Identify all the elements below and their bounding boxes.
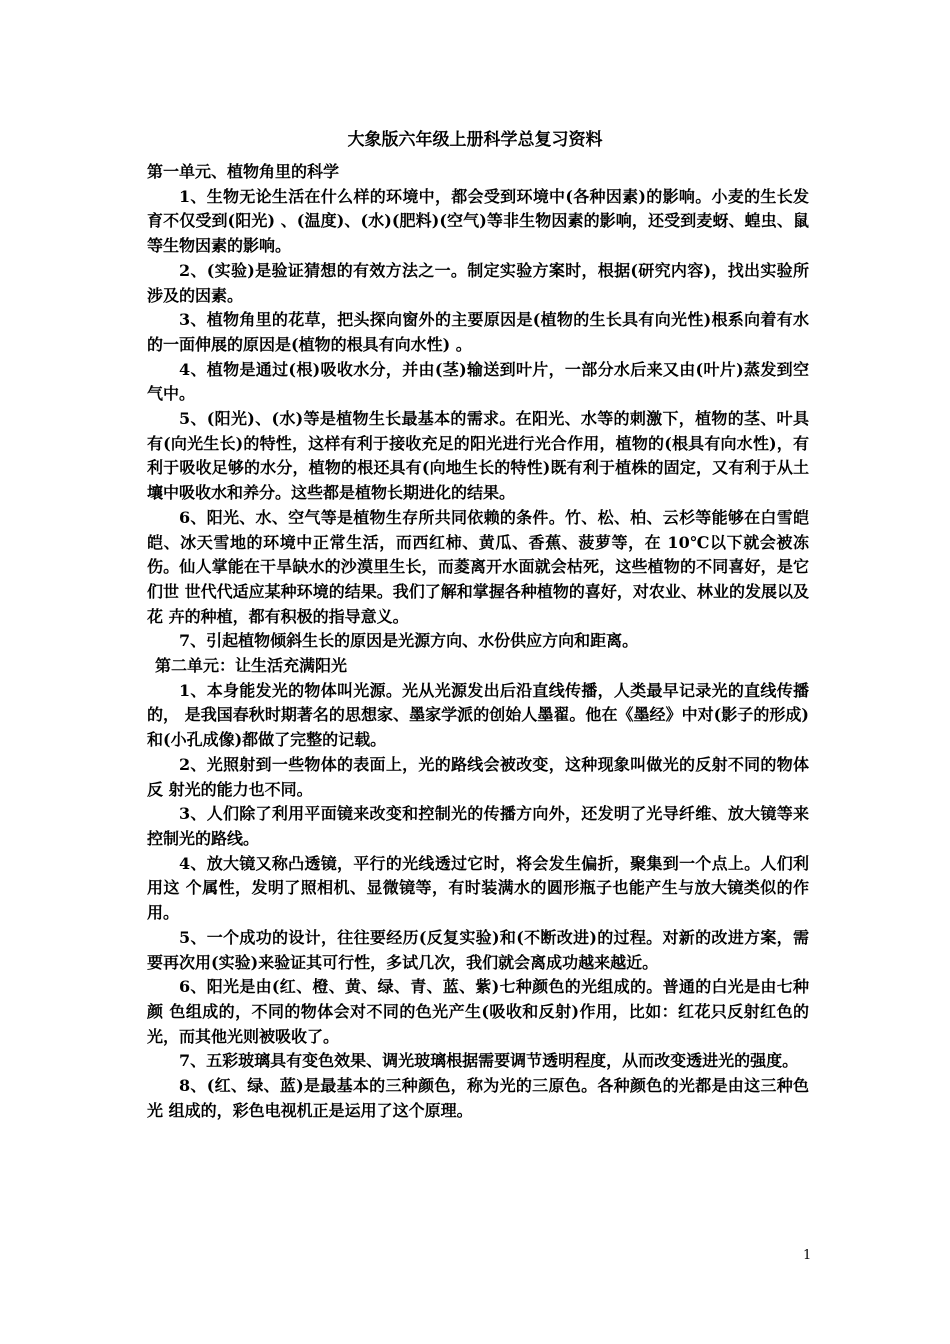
- unit2-paragraph-4: 4、放大镜又称凸透镜，平行的光线透过它时，将会发生偏折，聚集到一个点上。人们利用这 个属性，发明了照相机、显微镜等，有时装满水的圆形瓶子也能产生与放大镜类似的作用。: [147, 853, 809, 923]
- unit2-paragraph-2: 2、光照射到一些物体的表面上，光的路线会被改变，这种现象叫做光的反射不同的物体反 射光的能力也不同。: [147, 754, 809, 799]
- unit1-paragraph-5: 5、(阳光)、(水)等是植物生长最基本的需求。在阳光、水等的刺激下，植物的茎、叶具有(向光生长)的特性，这样有利于接收充足的阳光进行光合作用，植物的(根具有向水性)，有利于吸收足够的水分，植物的根还具有(向地生长的特性)既有利于植株的固定，又有利于从土壤中吸收水和养分。这些都是植物长期进化的结果。: [147, 409, 809, 503]
- unit2-paragraph-1: 1、本身能发光的物体叫光源。光从光源发出后沿直线传播，人类最早记录光的直线传播的， 是我国春秋时期著名的思想家、墨家学派的创始人墨翟。他在《墨经》中对(影子的形成) 和(小孔成像)都做了完整的记载。: [147, 680, 809, 750]
- unit1-paragraph-7: 7、引起植物倾斜生长的原因是光源方向、水份供应方向和距离。: [179, 631, 639, 651]
- unit2-paragraph-5: 5、一个成功的设计，往往要经历(反复实验)和(不断改进)的过程。对新的改进方案，需 要再次用(实验)来验证其可行性，多试几次，我们就会离成功越来越近。: [147, 927, 809, 972]
- unit1-paragraph-1: 1、生物无论生活在什么样的环境中，都会受到环境中(各种因素)的影响。小麦的生长发育不仅受到(阳光) 、(温度)、(水)(肥料)(空气)等非生物因素的影响，还受到麦蚜、蝗虫、鼠等生物因素的影响。: [147, 186, 809, 256]
- document-body: [147, 160, 809, 1123]
- page-number: 1: [803, 1248, 812, 1263]
- unit2-paragraph-7: 7、五彩玻璃具有变色效果、调光玻璃根据需要调节透明程度，从而改变透进光的强度。: [179, 1051, 799, 1071]
- unit1-heading: 第一单元、植物角里的科学: [147, 162, 340, 181]
- unit2-paragraph-3: 3、人们除了利用平面镜来改变和控制光的传播方向外，还发明了光导纤维、放大镜等来控制光的路线。: [147, 804, 809, 848]
- unit2-paragraph-6: 6、阳光是由(红、橙、黄、绿、青、蓝、紫)七种颜色的光组成的。普通的白光是由七种颜 色组成的，不同的物体会对不同的色光产生(吸收和反射)作用，比如：红花只反射红色的光，而其他光则被吸收了。: [147, 977, 809, 1046]
- document-title: 大象版六年级上册科学总复习资料: [347, 130, 603, 150]
- unit2-heading: 第二单元：让生活充满阳光: [155, 656, 348, 676]
- unit1-paragraph-4: 4、植物是通过(根)吸收水分，并由(茎)输送到叶片，一部分水后来又由(叶片)蒸发到空气中。: [147, 359, 809, 404]
- unit2-paragraph-8: 8、(红、绿、蓝)是最基本的三种颜色，称为光的三原色。各种颜色的光都是由这三种色光 组成的，彩色电视机正是运用了这个原理。: [147, 1076, 809, 1120]
- unit1-paragraph-2: 2、(实验)是验证猜想的有效方法之一。制定实验方案时，根据(研究内容)，找出实验所涉及的因素。: [147, 260, 809, 305]
- unit1-paragraph-6: 6、阳光、水、空气等是植物生存所共同依赖的条件。竹、松、柏、云杉等能够在白雪皑皑、冰天雪地的环境中正常生活，而西红柿、黄瓜、香蕉、菠萝等，在 10℃以下就会被冻伤。仙人掌能在干旱缺水的沙漠里生长，而菱离开水面就会枯死，这些植物的不同喜好，是它们世 世代代适应某种环境的结果。我们了解和掌握各种植物的喜好，对农业、林业的发展以及花 卉的种植，都有积极的指导意义。: [147, 507, 809, 626]
- unit1-paragraph-3: 3、植物角里的花草，把头探向窗外的主要原因是(植物的生长具有向光性)根系向着有水的一面伸展的原因是(植物的根具有向水性) 。: [147, 310, 809, 354]
